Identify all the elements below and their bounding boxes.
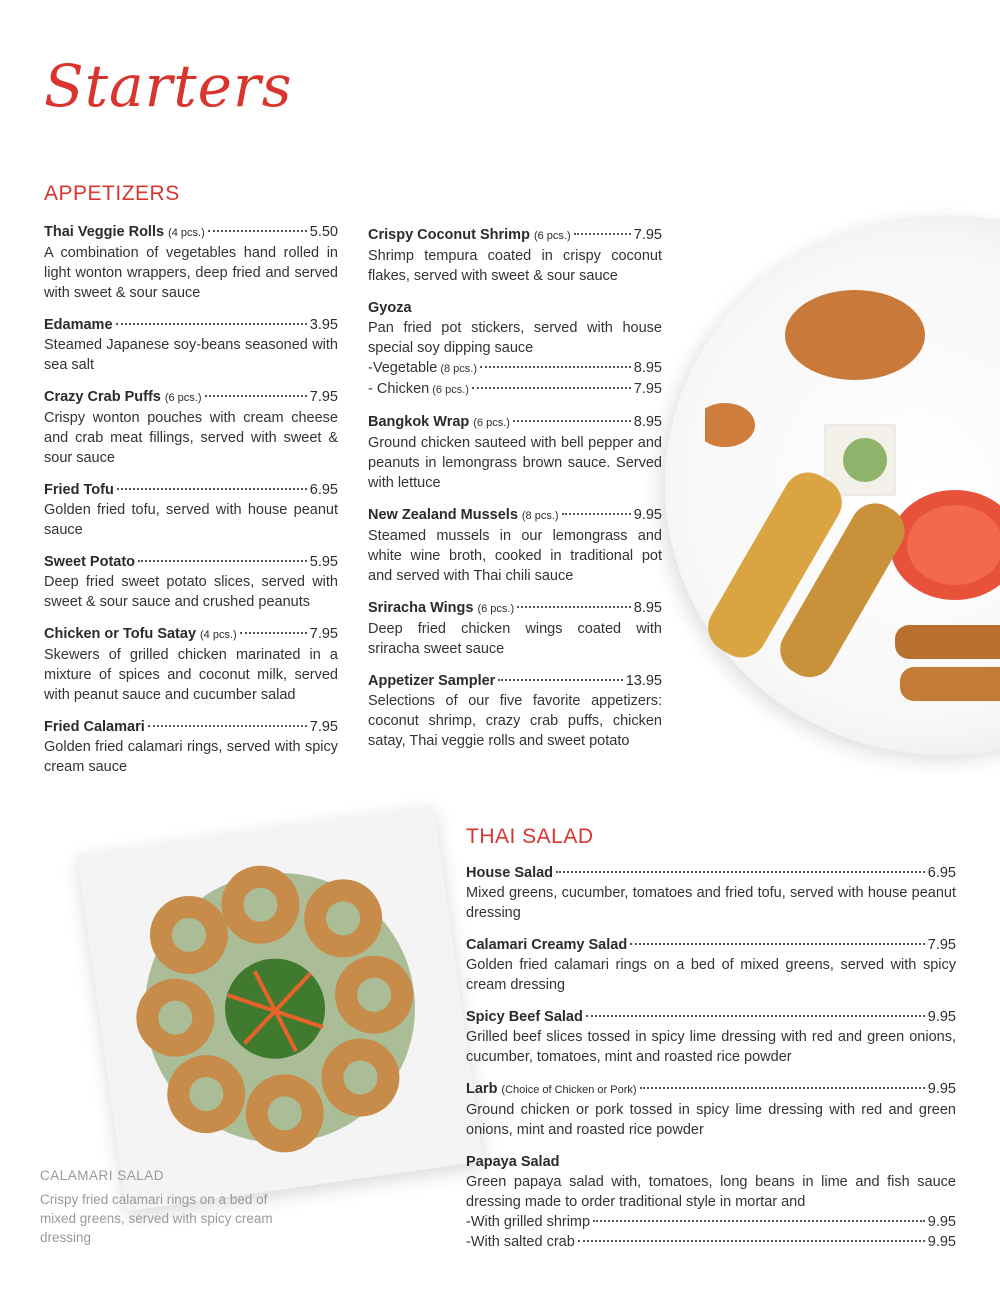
option-label: - Chicken — [368, 381, 430, 397]
dot-leader — [138, 560, 307, 562]
menu-item-price: 9.95 — [927, 1009, 956, 1025]
menu-item-name: Appetizer Sampler — [368, 673, 496, 689]
menu-item-header — [368, 412, 662, 433]
menu-item-header — [44, 315, 338, 335]
menu-item-description: Selections of our five favorite appetizers: coconut shrimp, crazy crab puffs, chicken satay, Thai veggie rolls and sweet potato — [368, 693, 662, 749]
menu-item-header — [368, 598, 662, 619]
menu-item-quantity: (6 pcs.) — [477, 603, 515, 615]
dot-leader — [517, 606, 631, 608]
menu-item-price: 9.95 — [633, 507, 662, 523]
dot-leader — [630, 943, 925, 945]
menu-item — [466, 1152, 956, 1252]
menu-item — [466, 863, 956, 923]
page-title: Starters — [44, 52, 293, 120]
menu-item-description: Skewers of grilled chicken marinated in a mixture of spices and coconut milk, served with peanut sauce and cucumber salad — [44, 647, 338, 703]
dot-leader — [556, 871, 925, 873]
menu-item-price: 3.95 — [309, 317, 338, 333]
menu-item — [44, 552, 338, 612]
menu-item-header — [368, 225, 662, 246]
dot-leader — [574, 233, 631, 235]
menu-item-name: Spicy Beef Salad — [466, 1009, 583, 1025]
menu-item-name: Thai Veggie Rolls — [44, 224, 165, 240]
appetizer-platter-photo — [665, 215, 1000, 755]
menu-item-header — [44, 552, 338, 572]
appetizers-heading: APPETIZERS — [44, 182, 180, 205]
photo-caption-text: Crispy fried calamari rings on a bed of mixed greens, served with spicy cream dressing — [40, 1192, 273, 1245]
menu-item-price: 7.95 — [927, 937, 956, 953]
menu-item-header — [368, 298, 662, 318]
dot-leader — [205, 395, 307, 397]
option-price: 8.95 — [633, 360, 662, 376]
menu-item-header — [44, 717, 338, 737]
option-price: 9.95 — [927, 1234, 956, 1250]
menu-item-price: 7.95 — [633, 227, 662, 243]
menu-item-price: 5.50 — [309, 224, 338, 240]
appetizers-left-column — [44, 222, 338, 789]
menu-item — [44, 222, 338, 303]
menu-item-header — [44, 222, 338, 243]
dot-leader — [116, 323, 307, 325]
menu-item — [44, 480, 338, 540]
option-quantity: (6 pcs.) — [432, 384, 469, 396]
menu-item — [368, 225, 662, 286]
menu-item — [368, 598, 662, 659]
menu-item-description: Green papaya salad with, tomatoes, long beans in lime and fish sauce dressing made to order traditional style in mortar and — [466, 1174, 956, 1210]
menu-item — [44, 315, 338, 375]
dot-leader — [480, 366, 631, 368]
menu-item-quantity: (6 pcs.) — [473, 417, 510, 429]
menu-item-price: 6.95 — [309, 482, 338, 498]
appetizers-right-column — [368, 225, 662, 763]
menu-item — [368, 505, 662, 586]
menu-item-option — [466, 1232, 956, 1252]
menu-item-description: Shrimp tempura coated in crispy coconut flakes, served with sweet & sour sauce — [368, 248, 662, 284]
menu-item-quantity: (6 pcs.) — [164, 392, 202, 404]
option-label: -With grilled shrimp — [466, 1214, 591, 1230]
menu-item-name: Bangkok Wrap — [368, 414, 470, 430]
menu-item-name: Larb — [466, 1081, 498, 1097]
dot-leader — [562, 513, 631, 515]
dot-leader — [593, 1220, 925, 1222]
menu-item-name: New Zealand Mussels — [368, 507, 518, 523]
menu-item-description: Golden fried calamari rings, served with spicy cream sauce — [44, 739, 338, 775]
menu-item-header — [466, 1079, 956, 1100]
menu-item-option — [368, 379, 662, 400]
menu-item-quantity: (Choice of Chicken or Pork) — [501, 1084, 637, 1096]
menu-item-name: Calamari Creamy Salad — [466, 937, 628, 953]
menu-item-description: Deep fried sweet potato slices, served with sweet & sour sauce and crushed peanuts — [44, 574, 338, 610]
menu-item — [368, 412, 662, 493]
menu-item-header — [44, 387, 338, 408]
menu-item-description: Grilled beef slices tossed in spicy lime dressing with red and green onions, cucumber, tomatoes, mint and roasted rice powder — [466, 1029, 956, 1065]
platter-food-illustration — [705, 275, 1000, 715]
menu-item-header — [368, 505, 662, 526]
menu-item-header — [466, 863, 956, 883]
menu-item-name: Sweet Potato — [44, 554, 136, 570]
menu-item-option — [466, 1212, 956, 1232]
dot-leader — [472, 387, 631, 389]
menu-item-price: 5.95 — [309, 554, 338, 570]
menu-item-name: Edamame — [44, 317, 113, 333]
menu-item-price: 8.95 — [633, 414, 662, 430]
menu-item-header — [466, 1152, 956, 1172]
menu-item — [368, 671, 662, 751]
thai-salad-heading: THAI SALAD — [466, 825, 594, 848]
menu-item — [466, 935, 956, 995]
menu-item-header — [466, 1007, 956, 1027]
menu-item-quantity: (4 pcs.) — [200, 629, 237, 641]
menu-item-description: Mixed greens, cucumber, tomatoes and fried tofu, served with house peanut dressing — [466, 885, 956, 921]
option-label: -Vegetable — [368, 360, 438, 376]
dot-leader — [208, 230, 307, 232]
menu-item-price: 8.95 — [633, 600, 662, 616]
menu-item-price: 7.95 — [309, 719, 338, 735]
menu-item — [368, 298, 662, 400]
menu-item-quantity: (4 pcs.) — [168, 227, 205, 239]
menu-item — [466, 1079, 956, 1140]
menu-item-quantity: (6 pcs.) — [533, 230, 571, 242]
option-quantity: (8 pcs.) — [440, 363, 478, 375]
menu-item-description: Ground chicken sauteed with bell pepper and peanuts in lemongrass brown sauce. Served with lettuce — [368, 435, 662, 491]
photo-caption-title: CALAMARI SALAD — [40, 1168, 165, 1183]
menu-item — [466, 1007, 956, 1067]
menu-item-description: Golden fried tofu, served with house peanut sauce — [44, 502, 338, 538]
menu-item-name: Sriracha Wings — [368, 600, 474, 616]
menu-item-price: 6.95 — [927, 865, 956, 881]
menu-item-price: 7.95 — [309, 626, 338, 642]
option-price: 9.95 — [927, 1214, 956, 1230]
dot-leader — [640, 1087, 925, 1089]
menu-item-description: Pan fried pot stickers, served with house special soy dipping sauce — [368, 320, 662, 356]
menu-item-name: Crazy Crab Puffs — [44, 389, 161, 405]
menu-item-description: A combination of vegetables hand rolled in light wonton wrappers, deep fried and served with sweet & sour sauce — [44, 245, 338, 301]
menu-item-description: Steamed mussels in our lemongrass and white wine broth, cooked in traditional pot and served with Thai chili sauce — [368, 528, 662, 584]
menu-item — [44, 624, 338, 705]
dot-leader — [148, 725, 307, 727]
menu-item-description: Deep fried chicken wings coated with sriracha sweet sauce — [368, 621, 662, 657]
dot-leader — [513, 420, 631, 422]
thai-salad-column — [466, 863, 956, 1264]
menu-item-price: 9.95 — [927, 1081, 956, 1097]
menu-item-name: Crispy Coconut Shrimp — [368, 227, 530, 243]
dot-leader — [578, 1240, 925, 1242]
menu-item-price: 13.95 — [625, 673, 662, 689]
menu-item-description: Steamed Japanese soy-beans seasoned with sea salt — [44, 337, 338, 373]
menu-item-description: Golden fried calamari rings on a bed of mixed greens, served with spicy cream dressing — [466, 957, 956, 993]
menu-item-quantity: (8 pcs.) — [521, 510, 559, 522]
menu-item-description: Crispy wonton pouches with cream cheese and crab meat fillings, served with sweet & sour sauce — [44, 410, 338, 466]
menu-item-name: Gyoza — [368, 300, 412, 316]
menu-item-header — [368, 671, 662, 691]
menu-item-price: 7.95 — [309, 389, 338, 405]
dot-leader — [586, 1015, 925, 1017]
menu-item — [44, 717, 338, 777]
menu-item-name: House Salad — [466, 865, 554, 881]
menu-item-name: Papaya Salad — [466, 1154, 560, 1170]
menu-item-name: Fried Calamari — [44, 719, 145, 735]
menu-item-header — [44, 624, 338, 645]
option-label: -With salted crab — [466, 1234, 575, 1250]
calamari-food-illustration — [77, 805, 484, 1212]
menu-item-description: Ground chicken or pork tossed in spicy lime dressing with red and green onions, mint and roasted rice powder — [466, 1102, 956, 1138]
menu-item-name: Chicken or Tofu Satay — [44, 626, 197, 642]
dot-leader — [240, 632, 307, 634]
dot-leader — [498, 679, 622, 681]
menu-item-header — [466, 935, 956, 955]
menu-item — [44, 387, 338, 468]
menu-item-name: Fried Tofu — [44, 482, 114, 498]
dot-leader — [117, 488, 307, 490]
calamari-salad-photo — [77, 805, 484, 1212]
menu-item-header — [44, 480, 338, 500]
option-price: 7.95 — [633, 381, 662, 397]
menu-item-option — [368, 358, 662, 379]
